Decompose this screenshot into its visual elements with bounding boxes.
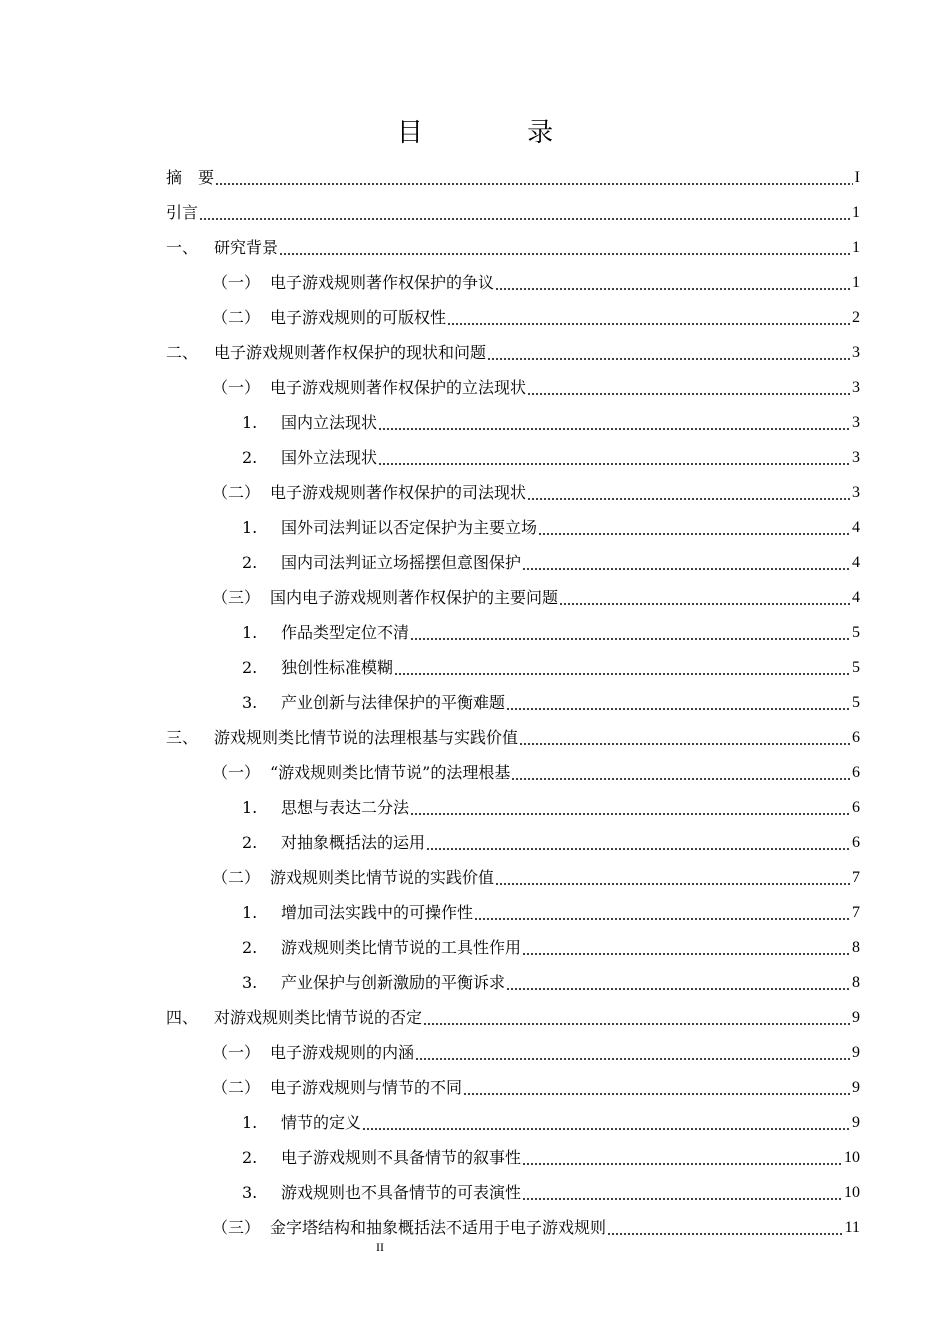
toc-entry[interactable]: [166, 475, 860, 510]
toc-entry-page: 4: [852, 553, 860, 571]
toc-entry-number: 2.: [242, 1147, 258, 1167]
toc-entry-title: 引言: [166, 202, 199, 222]
toc-entry-page: 2: [852, 308, 860, 326]
toc-dot-leader: [426, 848, 850, 850]
toc-entry-title: 电子游戏规则的内涵: [270, 1042, 415, 1062]
toc-dot-leader: [215, 183, 853, 185]
toc-dot-leader: [519, 743, 850, 745]
toc-entry[interactable]: [166, 510, 860, 545]
toc-entry[interactable]: [166, 230, 860, 265]
toc-entry-title: 研究背景: [214, 237, 279, 257]
toc-entry-page: 6: [852, 833, 860, 851]
table-of-contents: [166, 160, 860, 1245]
toc-entry-page: 5: [852, 693, 860, 711]
toc-entry-page: 6: [852, 728, 860, 746]
toc-entry-page: 9: [852, 1043, 860, 1061]
toc-entry-page: 10: [844, 1148, 860, 1166]
toc-entry-title: 产业创新与法律保护的平衡难题: [281, 692, 506, 712]
toc-entry-title: 情节的定义: [281, 1112, 362, 1132]
toc-dot-leader: [423, 1023, 850, 1025]
toc-entry-page: 5: [852, 658, 860, 676]
toc-entry[interactable]: [166, 685, 860, 720]
toc-entry-title: 游戏规则类比情节说的工具性作用: [281, 937, 522, 957]
toc-entry-number: （一）: [212, 377, 261, 397]
toc-entry-title: 电子游戏规则著作权保护的现状和问题: [214, 342, 487, 362]
toc-entry[interactable]: [166, 160, 860, 195]
toc-entry-number: （二）: [212, 1077, 261, 1097]
toc-entry[interactable]: [166, 580, 860, 615]
toc-entry[interactable]: [166, 370, 860, 405]
toc-entry-page: 4: [852, 588, 860, 606]
toc-entry-number: 3.: [242, 692, 258, 712]
toc-entry-page: 7: [852, 868, 860, 886]
toc-entry[interactable]: [166, 615, 860, 650]
toc-entry-number: 2.: [242, 832, 258, 852]
toc-entry[interactable]: [166, 825, 860, 860]
toc-entry-number: 1.: [242, 517, 258, 537]
toc-entry[interactable]: [166, 300, 860, 335]
toc-entry-number: 1.: [242, 902, 258, 922]
toc-entry-page: 7: [852, 903, 860, 921]
toc-entry-number: 2.: [242, 657, 258, 677]
toc-entry[interactable]: [166, 440, 860, 475]
toc-entry-number: 2.: [242, 552, 258, 572]
toc-entry-title: 思想与表达二分法: [281, 797, 410, 817]
toc-entry-page: 5: [852, 623, 860, 641]
toc-entry-number: （一）: [212, 762, 261, 782]
toc-entry-number: 二、: [166, 342, 199, 362]
toc-entry[interactable]: [166, 1140, 860, 1175]
toc-entry-number: （一）: [212, 272, 261, 292]
toc-entry-number: （三）: [212, 587, 261, 607]
toc-dot-leader: [378, 428, 850, 430]
toc-dot-leader: [522, 953, 850, 955]
toc-entry-title: 电子游戏规则著作权保护的立法现状: [270, 377, 527, 397]
toc-dot-leader: [495, 883, 850, 885]
toc-entry-title: 国内电子游戏规则著作权保护的主要问题: [270, 587, 559, 607]
toc-entry[interactable]: [166, 755, 860, 790]
toc-entry-number: 一、: [166, 237, 199, 257]
toc-entry-title: 电子游戏规则与情节的不同: [270, 1077, 463, 1097]
toc-entry-title: 电子游戏规则著作权保护的司法现状: [270, 482, 527, 502]
toc-entry-page: 3: [852, 378, 860, 396]
toc-dot-leader: [527, 393, 850, 395]
page-title: 目 录: [396, 118, 602, 148]
toc-entry[interactable]: [166, 195, 860, 230]
toc-entry-title: 游戏规则也不具备情节的可表演性: [281, 1182, 522, 1202]
toc-entry-page: 6: [852, 763, 860, 781]
toc-entry-page: 1: [852, 203, 860, 221]
toc-entry-page: 8: [852, 973, 860, 991]
toc-dot-leader: [522, 568, 850, 570]
toc-entry-title: 国外立法现状: [281, 447, 378, 467]
toc-dot-leader: [522, 1163, 842, 1165]
toc-entry[interactable]: [166, 265, 860, 300]
toc-entry[interactable]: [166, 335, 860, 370]
toc-dot-leader: [463, 1093, 850, 1095]
toc-entry[interactable]: [166, 650, 860, 685]
toc-entry[interactable]: [166, 930, 860, 965]
toc-entry-title: 电子游戏规则的可版权性: [270, 307, 447, 327]
toc-entry-title: 游戏规则类比情节说的实践价值: [270, 867, 495, 887]
toc-entry[interactable]: [166, 1105, 860, 1140]
toc-entry-number: （二）: [212, 307, 261, 327]
toc-entry[interactable]: [166, 790, 860, 825]
toc-entry-number: 1.: [242, 1112, 258, 1132]
toc-entry-number: （二）: [212, 482, 261, 502]
toc-entry-title: 国外司法判证以否定保护为主要立场: [281, 517, 538, 537]
toc-dot-leader: [522, 1198, 842, 1200]
toc-entry[interactable]: [166, 1035, 860, 1070]
toc-entry[interactable]: [166, 1000, 860, 1035]
toc-entry-title: 对游戏规则类比情节说的否定: [214, 1007, 423, 1027]
toc-entry-title: 游戏规则类比情节说的法理根基与实践价值: [214, 727, 519, 747]
toc-dot-leader: [487, 358, 850, 360]
toc-entry-page: 9: [852, 1008, 860, 1026]
toc-entry-page: 10: [844, 1183, 860, 1201]
toc-dot-leader: [362, 1128, 850, 1130]
toc-entry-page: 1: [852, 238, 860, 256]
toc-entry-page: 6: [852, 798, 860, 816]
toc-dot-leader: [527, 498, 850, 500]
toc-dot-leader: [199, 218, 850, 220]
toc-entry-page: 3: [852, 448, 860, 466]
toc-dot-leader: [447, 323, 850, 325]
toc-dot-leader: [538, 533, 850, 535]
toc-dot-leader: [474, 918, 850, 920]
toc-dot-leader: [607, 1233, 843, 1235]
toc-entry-page: 3: [852, 413, 860, 431]
toc-entry-title: 电子游戏规则著作权保护的争议: [270, 272, 495, 292]
toc-entry[interactable]: [166, 860, 860, 895]
toc-entry[interactable]: [166, 405, 860, 440]
toc-dot-leader: [506, 988, 850, 990]
toc-entry-number: 2.: [242, 447, 258, 467]
toc-entry-title: 作品类型定位不清: [281, 622, 410, 642]
toc-entry-page: 9: [852, 1113, 860, 1131]
toc-entry[interactable]: [166, 895, 860, 930]
toc-entry-number: 四、: [166, 1007, 199, 1027]
toc-entry-title: 产业保护与创新激励的平衡诉求: [281, 972, 506, 992]
toc-entry-title: 电子游戏规则不具备情节的叙事性: [281, 1147, 522, 1167]
toc-entry-title: 金字塔结构和抽象概括法不适用于电子游戏规则: [270, 1217, 607, 1237]
toc-entry-title: 增加司法实践中的可操作性: [281, 902, 474, 922]
toc-entry-number: （二）: [212, 867, 261, 887]
toc-entry-title: 国内立法现状: [281, 412, 378, 432]
toc-entry[interactable]: [166, 545, 860, 580]
toc-dot-leader: [415, 1058, 850, 1060]
toc-entry-number: 三、: [166, 727, 199, 747]
toc-entry[interactable]: [166, 965, 860, 1000]
toc-dot-leader: [559, 603, 850, 605]
toc-entry-page: 3: [852, 343, 860, 361]
toc-entry-page: 3: [852, 483, 860, 501]
toc-dot-leader: [506, 708, 850, 710]
toc-entry-number: 1.: [242, 412, 258, 432]
toc-entry-number: 3.: [242, 1182, 258, 1202]
toc-entry-title: 独创性标准模糊: [281, 657, 394, 677]
toc-entry-number: 2.: [242, 937, 258, 957]
toc-entry-page: 11: [844, 1218, 860, 1236]
toc-dot-leader: [378, 463, 850, 465]
toc-entry-title: “游戏规则类比情节说”的法理根基: [270, 762, 511, 782]
toc-entry-number: （一）: [212, 1042, 261, 1062]
toc-entry-title: 国内司法判证立场摇摆但意图保护: [281, 552, 522, 572]
toc-dot-leader: [495, 288, 850, 290]
toc-entry[interactable]: [166, 1175, 860, 1210]
toc-dot-leader: [394, 673, 850, 675]
toc-entry-number: 1.: [242, 622, 258, 642]
toc-dot-leader: [279, 253, 850, 255]
toc-entry-page: 1: [852, 273, 860, 291]
toc-entry-title: 对抽象概括法的运用: [281, 832, 426, 852]
page-number-footer: II: [376, 1240, 384, 1254]
toc-entry[interactable]: [166, 720, 860, 755]
toc-entry-title: 摘 要: [166, 167, 215, 187]
toc-entry-page: 4: [852, 518, 860, 536]
toc-dot-leader: [511, 778, 850, 780]
toc-entry-page: 9: [852, 1078, 860, 1096]
toc-entry-page: I: [854, 168, 860, 186]
toc-entry-number: （三）: [212, 1217, 261, 1237]
toc-entry-number: 3.: [242, 972, 258, 992]
toc-entry-page: 8: [852, 938, 860, 956]
toc-entry-number: 1.: [242, 797, 258, 817]
toc-entry[interactable]: [166, 1070, 860, 1105]
toc-dot-leader: [410, 638, 850, 640]
toc-dot-leader: [410, 813, 850, 815]
